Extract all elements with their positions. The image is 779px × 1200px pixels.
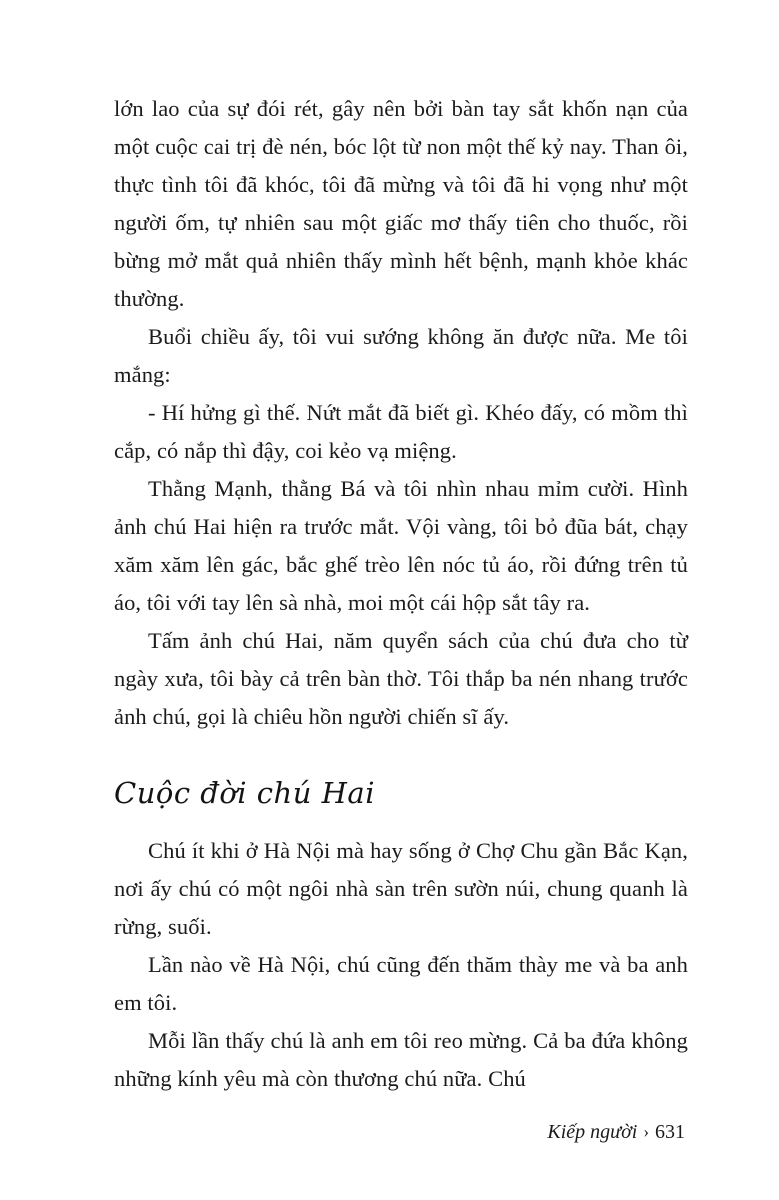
paragraph-4: Thằng Mạnh, thằng Bá và tôi nhìn nhau mỉm cười. Hình ảnh chú Hai hiện ra trước mắt. Vội vàng, tôi bỏ đũa bát, chạy xăm xăm lên gác, bắc ghế trèo lên nóc tủ áo, rồi đứng trên tủ áo, tôi với tay lên sà nhà, moi một cái hộp sắt tây ra.	[114, 476, 688, 615]
paragraph-5: Tấm ảnh chú Hai, năm quyển sách của chú đưa cho từ ngày xưa, tôi bày cả trên bàn thờ. Tôi thắp ba nén nhang trước ảnh chú, gọi là chiêu hồn người chiến sĩ ấy.	[114, 628, 688, 729]
paragraph-6: Chú ít khi ở Hà Nội mà hay sống ở Chợ Chu gần Bắc Kạn, nơi ấy chú có một ngôi nhà sàn trên sườn núi, chung quanh là rừng, suối.	[114, 838, 688, 939]
footer-page-number: 631	[655, 1121, 685, 1143]
paragraph-7: Lần nào về Hà Nội, chú cũng đến thăm thày me và ba anh em tôi.	[114, 952, 688, 1015]
paragraph-8: Mỗi lần thấy chú là anh em tôi reo mừng. Cả ba đứa không những kính yêu mà còn thương chú nữa. Chú	[114, 1028, 688, 1091]
footer-book-title: Kiếp người	[547, 1121, 638, 1143]
footer-separator: ›	[643, 1122, 649, 1141]
paragraph-2: Buổi chiều ấy, tôi vui sướng không ăn được nữa. Me tôi mắng:	[114, 324, 688, 387]
section-heading: Cuộc đời chú Hai	[114, 776, 375, 810]
paragraph-1: lớn lao của sự đói rét, gây nên bởi bàn tay sắt khốn nạn của một cuộc cai trị đè nén, bóc lột từ non một thế kỷ nay. Than ôi, thực tình tôi đã khóc, tôi đã mừng và tôi đã hi vọng như một người ốm, tự nhiên sau một giấc mơ thấy tiên cho thuốc, rồi bừng mở mắt quả nhiên thấy mình hết bệnh, mạnh khỏe khác thường.	[114, 96, 688, 311]
paragraph-3: - Hí hửng gì thế. Nứt mắt đã biết gì. Khéo đấy, có mồm thì cắp, có nắp thì đậy, coi kẻo vạ miệng.	[114, 400, 688, 463]
page-footer	[547, 1121, 685, 1144]
page-content	[114, 90, 688, 1098]
